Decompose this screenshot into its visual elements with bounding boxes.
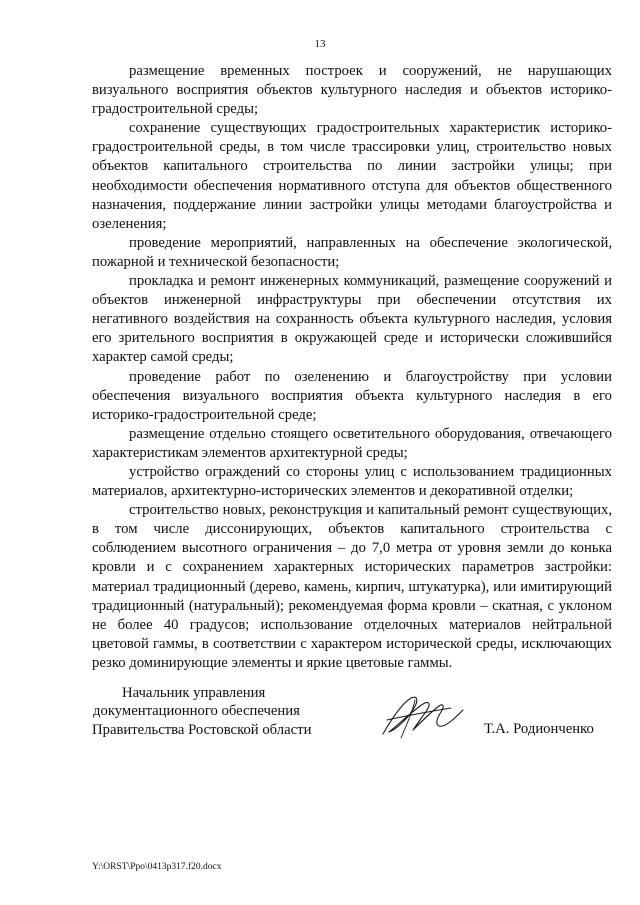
file-path-footer: Y:\ORST\Ppo\0413p317.f20.docx [92,862,222,872]
signer-title-line-2: документационного обеспечения [93,703,300,719]
paragraph-urban-characteristics: сохранение существующих градостроительных характеристик историко-градостроительной среды, в том числе трассировки улиц, строительство новых объектов капитального строительства по линии застройки улицы; при необходимости обеспечения нормативного отступа для объектов общественного назначения, поддержание линии застройки улицы методами благоустройства и озеленения; [92,120,612,232]
signer-title-line-1: Начальник управления [122,685,266,701]
page-number: 13 [314,38,326,50]
body-text [92,62,612,673]
paragraph-lighting: размещение отдельно стоящего осветительного оборудования, отвечающего характеристикам элементов архитектурной среды; [92,425,612,461]
signer-name: Т.А. Родионченко [484,721,594,737]
signer-title-line-3: Правительства Ростовской области [92,722,312,738]
paragraph-safety-measures: проведение мероприятий, направленных на обеспечение экологической, пожарной и технической безопасности; [92,234,612,270]
paragraph-engineering-utilities: прокладка и ремонт инженерных коммуникаций, размещение сооружений и объектов инженерной инфраструктуры при обеспечении отсутствия их негативного воздействия на сохранность объекта культурного наследия, условия его зрительного восприятия в окружающей среде и исторически сложившийся характер самой среды; [92,273,612,366]
paragraph-landscaping: проведение работ по озеленению и благоустройству при условии обеспечения визуального восприятия объекта культурного наследия в его историко-градостроительной среде; [92,368,612,423]
paragraph-temporary-structures: размещение временных построек и сооружений, не нарушающих визуального восприятия объектов культурного наследия и объектов историко-градостроительной среды; [92,63,612,118]
paragraph-fencing: устройство ограждений со стороны улиц с использованием традиционных материалов, архитектурно-исторических элементов и декоративной отделки; [92,463,612,500]
handwritten-signature [377,690,467,742]
signature-block [92,684,612,754]
paragraph-construction: строительство новых, реконструкция и капитальный ремонт существующих, в том числе диссонирующих, объектов капитального строительства с соблюдением высотного ограничения – до 7,0 метра от уровня земли до конька кровли и с сохранением характерных исторических параметров застройки: материал традиционный (дерево, камень, кирпич, штукатурка), или имитирующий традиционный (натуральный); рекомендуемая форма кровли – скатная, с уклоном не более 40 градусов; использование отделочных материалов нейтральной цветовой гаммы, в соответствии с характером исторической среды, исключающих резко доминирующие элементы и яркие цветовые гаммы. [92,502,612,671]
